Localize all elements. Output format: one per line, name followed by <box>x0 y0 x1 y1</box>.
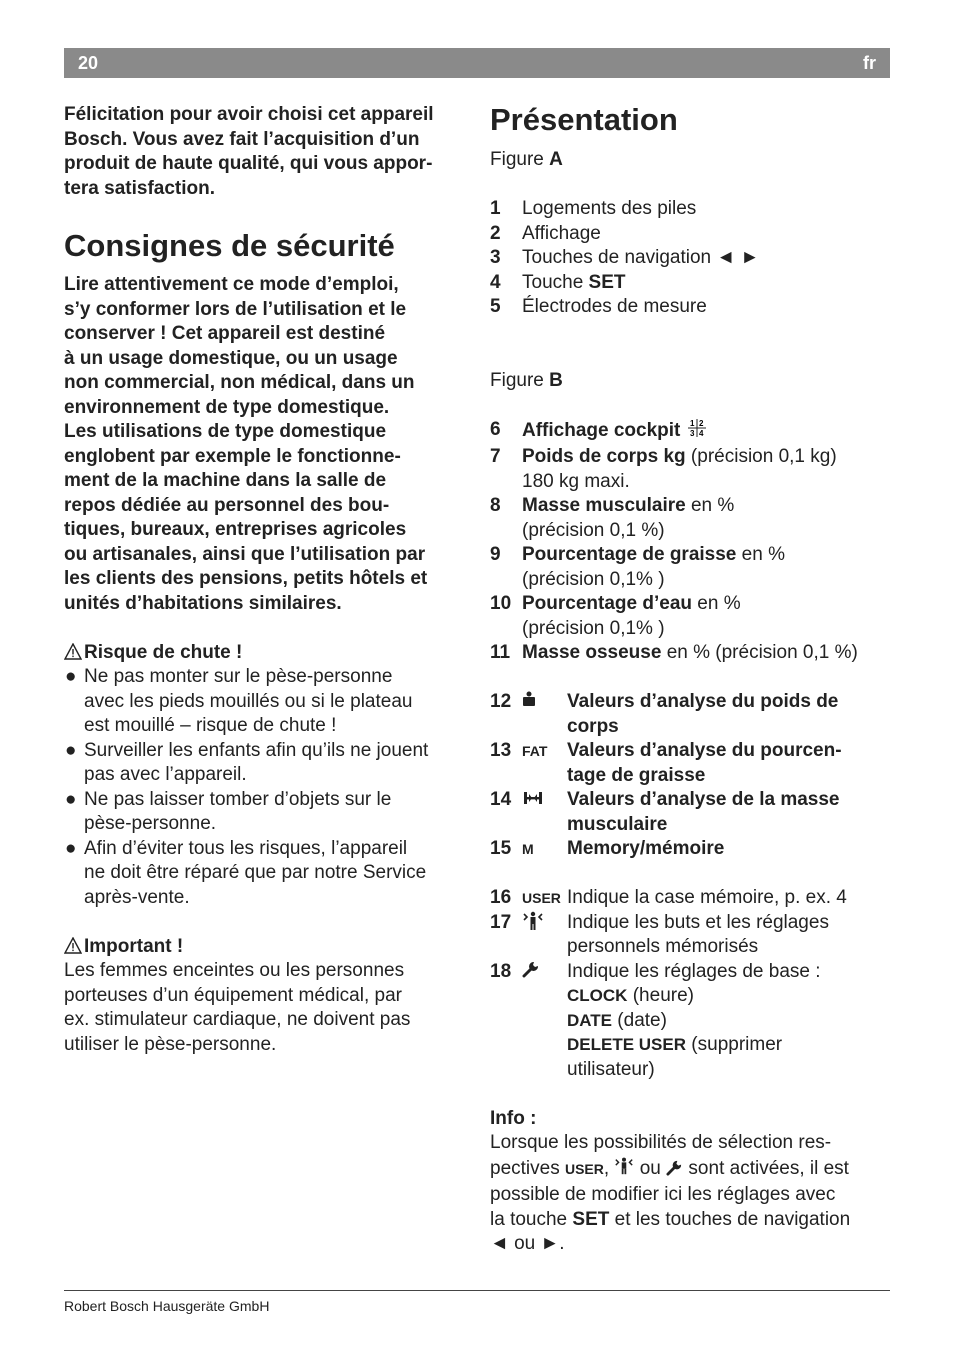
safety-intro: Lire attentivement ce mode d’emploi, s’y conformer lors de l’utilisation et le conserver ! Cet appareil est destiné à un usage domestique, ou un usage non commercial, non médical, dans un environnement de type domestique. Les utilisations de type domestique englobent par exemple le fonctionne- ment de la machine dans la salle de repos dédiée au personnel des bou- tiques, bureaux, entreprises agricoles ou artisanales, ainsi que l’utilisation par les clients des pensions, petits hôtels et unités d’habitations similaires. <box>64 274 428 614</box>
list-item: 8 Masse musculaire en % (précision 0,1 %) <box>490 495 735 541</box>
language-code: fr <box>863 53 876 73</box>
safety-heading: Consignes de sécurité <box>64 228 395 263</box>
intro-line: Bosch. Vous avez fait l’acquisition d’un <box>64 128 420 150</box>
intro-text <box>64 103 464 201</box>
list-item: 3 Touches de navigation ◄ ► <box>490 247 760 268</box>
list-item: 13 FAT Valeurs d’analyse du pourcen- tage de graisse <box>490 740 842 786</box>
wrench-icon <box>522 960 540 986</box>
left-column <box>64 103 464 1057</box>
svg-text:2: 2 <box>698 418 704 428</box>
bullet-item: ● Afin d’éviter tous les risques, l’appareil ne doit être réparé que par notre Service après-vente. <box>65 837 427 908</box>
user-icon: USER <box>522 890 561 906</box>
page-number: 20 <box>78 53 99 73</box>
person-goal-icon <box>614 1156 634 1184</box>
svg-text:3: 3 <box>689 428 695 438</box>
list-item: 5 Électrodes de mesure <box>490 296 707 317</box>
list-item: 17 Indique les buts et les réglages personnels mémorisés <box>490 911 829 957</box>
presentation-heading: Présentation <box>490 102 678 137</box>
muscle-icon <box>522 788 544 813</box>
wrench-icon <box>666 1159 683 1184</box>
page-header <box>64 48 890 78</box>
list-item: 16 USER Indique la case mémoire, p. ex. 4 <box>490 886 890 911</box>
list-item: 10 Pourcentage d’eau en % (précision 0,1% ) <box>490 593 741 639</box>
bullet-item: ● Surveiller les enfants afin qu’ils ne jouent pas avec l’appareil. <box>65 739 429 785</box>
person-goal-icon <box>522 911 544 939</box>
cockpit-grid-icon <box>686 418 708 446</box>
footer-divider <box>64 1290 890 1291</box>
list-item: 11 Masse osseuse en % (précision 0,1 %) <box>490 642 858 663</box>
list-item: 12 Valeurs d’analyse du poids de corps <box>490 691 839 737</box>
info-text: Lorsque les possibilités de sélection res- pectives USER, ou sont activées, il est possible de modifier ici les réglages avec la touche SET et les touches de navigation ◄ ou ►. <box>490 1132 851 1254</box>
fat-icon: FAT <box>522 743 548 759</box>
list-item: 6 Affichage cockpit 1 2 3 4 <box>490 418 890 446</box>
svg-text:1: 1 <box>689 418 695 428</box>
list-item: 15 M Memory/mémoire <box>490 837 890 862</box>
right-column <box>490 103 890 1257</box>
list-item: 7 Poids de corps kg (précision 0,1 kg) 180 kg maxi. <box>490 446 837 492</box>
intro-line: produit de haute qualité, qui vous appor- <box>64 153 433 174</box>
svg-text:4: 4 <box>698 428 704 438</box>
important-text: Les femmes enceintes ou les personnes porteuses d’un équipement médical, par ex. stimulateur cardiaque, ne doivent pas utiliser le pèse-personne. <box>64 960 411 1055</box>
info-title: Info : <box>490 1107 537 1129</box>
body-weight-icon <box>522 690 536 715</box>
bullet-item: ● Ne pas laisser tomber d’objets sur le pèse-personne. <box>65 788 392 834</box>
important-title: Important ! <box>64 935 464 960</box>
bullet-item: ● Ne pas monter sur le pèse-personne avec les pieds mouillés ou si le plateau est mouillé – risque de chute ! <box>65 666 413 736</box>
intro-line: tera satisfaction. <box>64 177 215 199</box>
warning-triangle-icon <box>64 935 84 960</box>
figure-a-label: Figure A <box>490 149 563 170</box>
list-item: 2 Affichage <box>490 222 601 244</box>
risk-title: Risque de chute ! <box>64 641 464 666</box>
list-item: 4 Touche SET <box>490 271 626 293</box>
intro-line: Félicitation pour avoir choisi cet appareil <box>64 104 434 125</box>
list-item: 1 Logements des piles <box>490 198 697 219</box>
warning-triangle-icon <box>64 641 84 666</box>
list-item: 14 Valeurs d’analyse de la masse musculaire <box>490 789 840 835</box>
list-item: 18 Indique les réglages de base : CLOCK (heure) DATE (date) DELETE USER (supprimer utilisateur) <box>490 960 821 1080</box>
footer-company: Robert Bosch Hausgeräte GmbH <box>64 1298 270 1314</box>
figure-b-label: Figure B <box>490 369 563 391</box>
memory-icon: M <box>522 841 534 857</box>
list-item: 9 Pourcentage de graisse en % (précision 0,1% ) <box>490 544 785 590</box>
